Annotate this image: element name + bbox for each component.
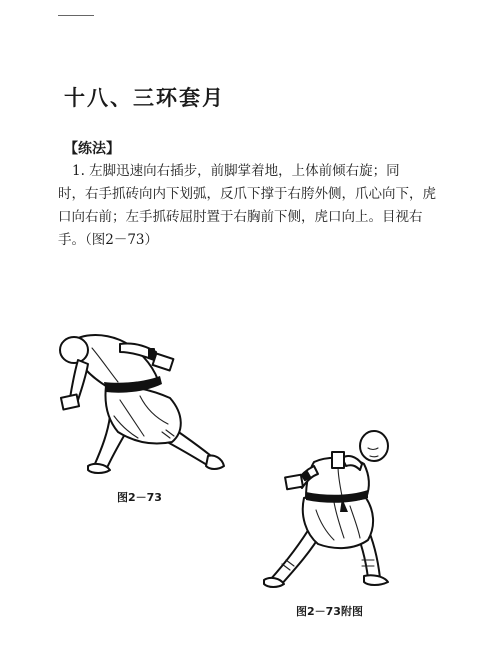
figure-2-73-attached-illustration	[256, 426, 406, 598]
paragraph-line: 手。（图2－73）	[58, 232, 159, 248]
brick-hip	[285, 475, 303, 490]
right-shoe	[364, 575, 388, 585]
paragraph-line: 口向右前；左手抓砖屈肘置于右胸前下侧，虎口向上。目视右	[58, 209, 423, 225]
right-arm	[70, 360, 88, 400]
section-heading: 【练法】	[64, 141, 120, 157]
figure-2-73-illustration	[48, 320, 228, 480]
back-shoe	[206, 455, 224, 469]
paragraph-line: 时，右手抓砖向内下划弧，反爪下撑于右胯外侧，爪心向下，虎	[58, 186, 436, 202]
figure-caption: 图2－73附图	[296, 605, 363, 618]
chapter-title: 十八、三环套月	[64, 86, 225, 110]
brick-left	[153, 354, 174, 371]
paragraph-line: 1. 左脚迅速向右插步，前脚掌着地，上体前倾右旋；同	[72, 163, 400, 179]
wristband	[148, 348, 155, 359]
brick-chest	[332, 452, 344, 468]
header-rule	[58, 15, 94, 16]
instruction-paragraph	[58, 160, 444, 252]
brick-right	[61, 394, 79, 409]
head	[60, 337, 88, 363]
figure-caption: 图2－73	[117, 491, 162, 504]
